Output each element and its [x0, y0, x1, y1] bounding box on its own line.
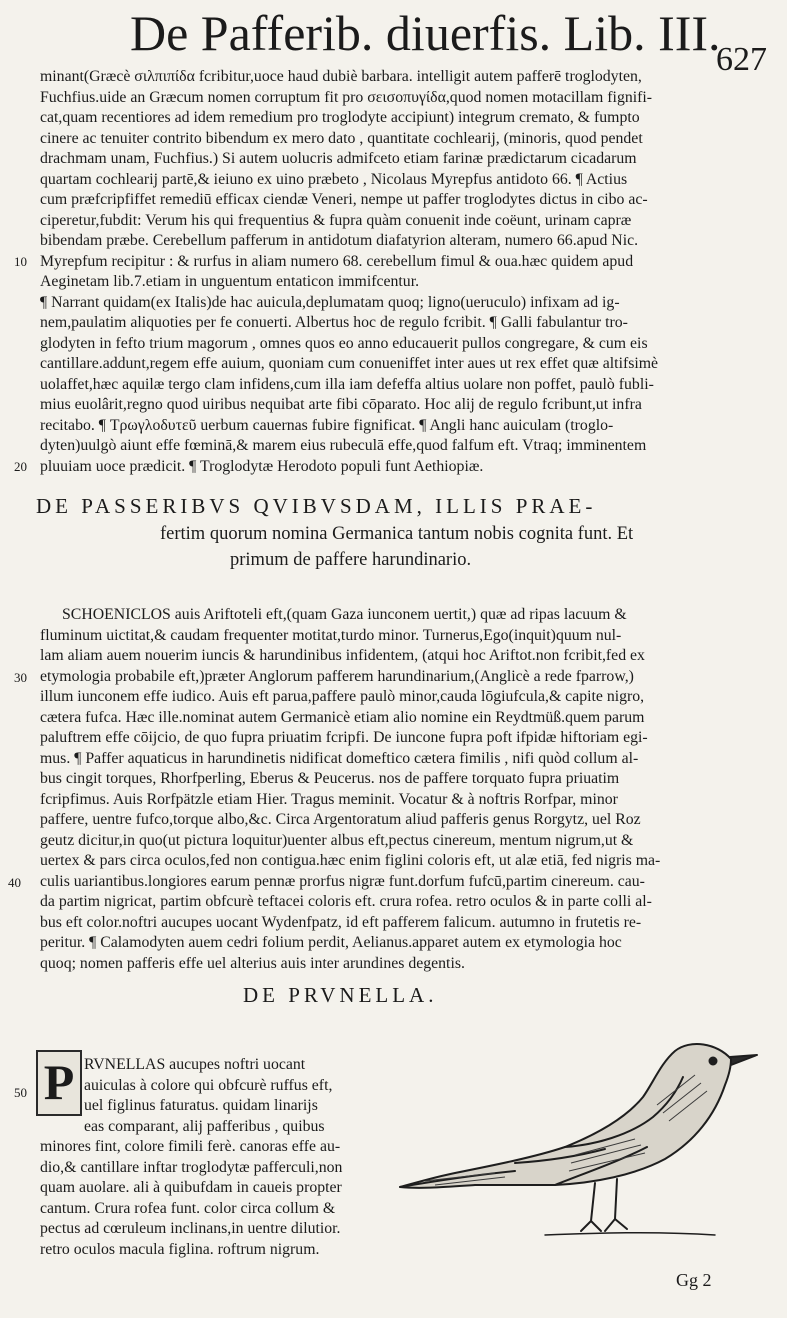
- margin-line-number: 20: [14, 459, 27, 474]
- text-line: fluminum uictitat,& caudam frequenter motitat,turdo minor. Turnerus,Ego(inquit)quum nul-: [40, 626, 622, 644]
- text-line: quam auolare. ali à quibufdam in caueis propter: [40, 1179, 342, 1196]
- text-line: uel figlinus faturatus. quidam linarijs: [84, 1097, 318, 1114]
- running-title: De Pafferib. diuerfis. Lib. III.: [130, 5, 721, 61]
- text-line: bus cingit torques, Rhorfperling, Eberus & Peucerus. nos de paffere torquato fupra priuatim: [40, 770, 620, 787]
- text-line: cantum. Crura rofea funt. color circa collum &: [40, 1199, 336, 1217]
- text-line: cætera fufca. Hæc ille.nominat autem Germanicè etiam alio nomine ein Reydtmüß.quem parum: [40, 708, 645, 726]
- section-prunella-text: [40, 1055, 398, 1260]
- text-line: ciperetur,fubdit: Verum his qui frequentius & fupra quàm conuenit inde coëunt, urinam capræ: [40, 211, 632, 229]
- text-line: fcripfimus. Auis Rorfpätzle etiam Hier. Tragus meminit. Vocatur & à noftris Rorfpar, minor: [40, 790, 618, 808]
- text-line: minores fint, colore fimili ferè. canoras effe au-: [40, 1138, 341, 1155]
- text-line: Myrepfum recipitur : & rurfus in aliam numero 68. cerebellum fimul & oua.hæc quidem apud: [40, 252, 634, 270]
- text-line: glodyten in fefto trium magorum , omnes quos eo anno educauerit pullos congregare, & cum eis: [40, 334, 648, 352]
- margin-line-number: 50: [14, 1085, 27, 1100]
- text-line: dyten)uulgò aiunt effe fœminā,& marem eius rubeculā effe,quod falfum eft. Vtraq; imminentem: [40, 437, 647, 454]
- ornamental-initial: P: [36, 1050, 82, 1116]
- text-line: illum iunconem effe iudico. Auis eft parua,paffere paulò minor,cauda lōgiufcula,& capite nigro,: [40, 688, 645, 705]
- text-line: retro oculos macula figlina. roftrum nigrum.: [40, 1240, 320, 1258]
- margin-line-number: 10: [14, 254, 27, 269]
- text-line: paluftrem effe cōijcio, de quo fupra priuatim fcripfi. De iuncone fupra poft ifpidæ hiftoriam egi-: [40, 729, 648, 746]
- text-line: auiculas à colore qui obfcurè ruffus eft,: [84, 1076, 333, 1094]
- text-line: bibendam præbe. Cerebellum pafferum in antidotum diafatyrion alteram, numero 66.apud Nic.: [40, 232, 639, 249]
- text-line: uertex & pars circa oculos,fed non contigua.hæc enim figlini coloris eft, ut alæ etiā, fed nigris ma-: [40, 852, 661, 869]
- section-heading: DE PASSERIBVS QVIBVSDAM, ILLIS PRAE-: [36, 494, 597, 518]
- text-line: paffere, uentre fufco,torque albo,&c. Circa Argentoratum aliud pafferis genus Rorgytz, uel Roz: [40, 811, 641, 828]
- text-line: Fuchfius.uide an Græcum nomen corruptum fit pro σεισοπυγίδα,quod nomen motacillam fignifi-: [40, 88, 653, 106]
- text-line: drachmam unam, Fuchfius.) Si autem uolucris admifceto etiam farinæ prædictarum cicadarum: [40, 150, 637, 167]
- text-line: quartam cochlearij partē,& ieiuno ex uino præbeto , Nicolaus Myrepfus antidoto 66. ¶ Actius: [40, 170, 628, 188]
- text-line: pectus ad cœruleum inclinans,in uentre dilutior.: [40, 1220, 341, 1237]
- text-line: minant(Græcè σιλπιπίδα fcribitur,uoce haud dubiè barbara. intelligit autem pafferē troglodyten,: [40, 68, 642, 85]
- page-number: 627: [716, 41, 767, 78]
- text-line: bus eft color.noftri aucupes uocant Wydenfpatz, id eft pafferem falicum. autumno in frutetis re-: [40, 913, 642, 931]
- text-line: eas comparant, alij pafferibus , quibus: [84, 1117, 325, 1135]
- text-line: uolaffet,hæc aquilæ tergo clam infidens,cum illa iam defeffa altius uolare non poffet, paulò fubli-: [40, 375, 654, 393]
- text-line: culis uariantibus.longiores earum pennæ prorfus nigræ funt.dorfum fufcū,partim cinereum. cau-: [40, 872, 645, 890]
- section-subheading: primum de paffere harundinario.: [230, 550, 472, 570]
- margin-line-number: 40: [8, 875, 21, 890]
- text-line: cat,quam recentiores ad idem remedium pro troglodyte accipiunt) integrum cremato, & fumpto: [40, 109, 640, 126]
- margin-line-number: 30: [14, 670, 27, 685]
- text-line: Aeginetam lib.7.etiam in unguentum entaticon immifcentur.: [40, 273, 420, 290]
- text-line: recitabo. ¶ Τρωγλοδυτεῦ uerbum cauernas fubire fignificat. ¶ Angli hanc auiculam (troglo-: [40, 416, 614, 434]
- text-line: cum præfcripfiffet remediū efficax ciendæ Veneri, nempe ut paffer troglodytes dictus in cibo ac-: [40, 191, 648, 208]
- prunella-bird-woodcut: [395, 1035, 760, 1255]
- text-line: etymologia probabile eft,)præter Anglorum pafferem harundinarium,(Anglicè a rede fparrow,): [40, 667, 634, 685]
- section-schoeniclos-text: [40, 605, 780, 974]
- text-line: da partim nigricat, partim obfcurè teftacei coloris eft. crura rofea. retro oculos & in parte colli al-: [40, 893, 652, 910]
- section-troglodyte-text: [40, 67, 782, 477]
- text-line: RVNELLAS aucupes noftri uocant: [84, 1056, 306, 1073]
- section-heading-prunella: DE PRVNELLA.: [243, 983, 438, 1007]
- text-line: cantillare.addunt,regem effe auium, quoniam cum conueniffet inter aues ut rex effet quæ altifsimè: [40, 355, 659, 372]
- signature-mark: Gg 2: [676, 1270, 712, 1290]
- text-line: mus. ¶ Paffer aquaticus in harundinetis nidificat domeftico cætera fimilis , nifi quòd collum al-: [40, 749, 639, 767]
- text-line: dio,& cantillare inftar troglodytæ pafferculi,non: [40, 1158, 343, 1176]
- text-line: pluuiam uoce prædicit. ¶ Troglodytæ Herodoto populi funt Aethiopiæ.: [40, 457, 484, 475]
- text-line: SCHOENICLOS auis Ariftoteli eft,(quam Gaza iunconem uertit,) quæ ad ripas lacuum &: [62, 606, 627, 623]
- text-line: cinere ac tenuiter contrito bibendum ex mero dato , quantitate cochlearij, (minoris, quod pendet: [40, 129, 643, 147]
- text-line: nem,paulatim aliquoties per fe conuerti. Albertus hoc de regulo fcribit. ¶ Galli fabulantur tro-: [40, 314, 628, 331]
- text-line: ¶ Narrant quidam(ex Italis)de hac auicula,deplumatam quoq; ligno(ueruculo) infixam ad ig-: [40, 293, 620, 311]
- section-subheading: fertim quorum nomina Germanica tantum nobis cognita funt. Et: [160, 524, 634, 544]
- text-line: geutz dicitur,in quo(ut pictura loquitur)uenter albus eft,pectus cinereum, mentum nigrum,ut &: [40, 831, 634, 849]
- text-line: lam aliam auem nouerim iuncis & harundinibus infidentem, (atqui hoc Ariftot.non fcribit,fed ex: [40, 647, 645, 664]
- text-line: quoq; nomen pafferis effe uel alterius auis inter arundines degentis.: [40, 954, 465, 972]
- text-line: peritur. ¶ Calamodyten auem cedri folium perdit, Aelianus.apparet autem ex etymologia hoc: [40, 934, 622, 951]
- text-line: mius euolârit,regno quod uiribus nequibat arte fibi cōparato. Hoc alij de regulo fcribunt,ut infra: [40, 396, 642, 413]
